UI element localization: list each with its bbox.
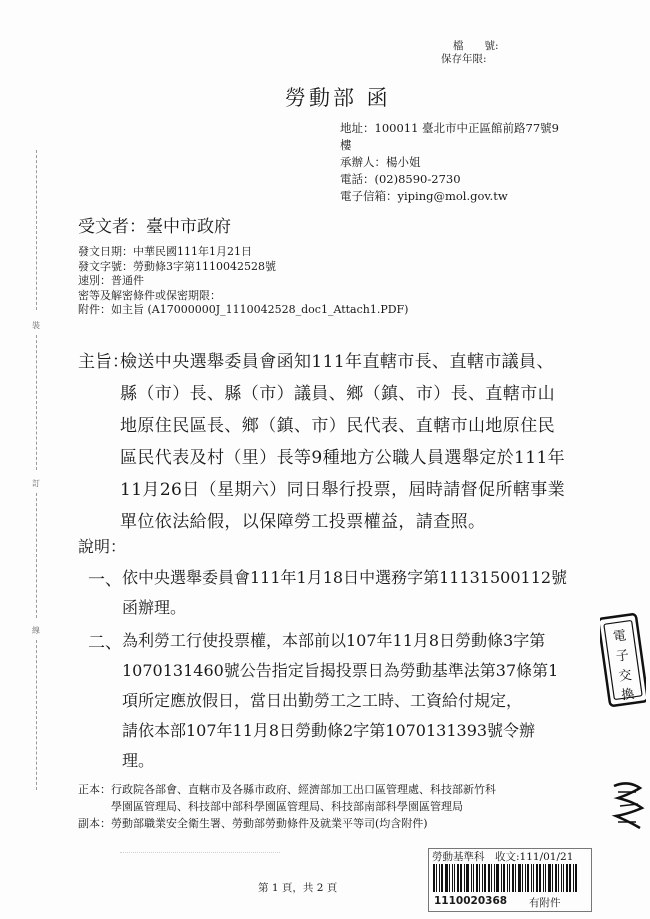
address-line: 地址：100011 臺北市中正區館前路77號9 [340, 121, 560, 135]
barcode-bar [484, 864, 486, 892]
attachment-flag: 有附件 [529, 897, 561, 909]
item-line: 為利勞工行使投票權，本部前以107年11月8日勞動條3字第 [122, 631, 546, 650]
binding-mark: 線 [32, 626, 40, 635]
barcode-bar [552, 864, 553, 892]
barcode-bar [471, 864, 472, 892]
barcode-bar [561, 864, 562, 892]
seal-char: 換 [620, 686, 636, 704]
subject-label: 主旨： [78, 352, 129, 372]
barcode-bar [515, 864, 516, 892]
barcode-bar [503, 864, 505, 892]
seal-char: 子 [615, 648, 631, 665]
barcode-bar [555, 864, 557, 892]
attachment-line: 附件：如主旨 (A17000000J_1110042528_doc1_Attach1.PDF) [78, 303, 409, 316]
meta-block [78, 245, 408, 318]
handler: 承辦人：楊小姐 [340, 155, 421, 169]
electronic-exchange-seal [600, 610, 646, 710]
barcode-number: 1110020368 [434, 895, 508, 907]
item-line: 依中央選舉委員會111年1月18日中選務字第11131500112號 [122, 568, 568, 587]
barcode-bar [494, 864, 495, 892]
barcode-bar [482, 864, 483, 892]
barcode-bar [476, 864, 478, 892]
barcode-bar [563, 864, 564, 892]
barcode-bar [496, 864, 499, 892]
barcode-bar [575, 864, 577, 892]
document-title: 勞動部 函 [285, 86, 391, 110]
subject-line: 區民代表及村（里）長等9種地方公職人員選舉定於111年 [120, 448, 566, 468]
subject-line: 11月26日（星期六）同日舉行投票，屆時請督促所轄事業 [120, 480, 566, 500]
barcode-bar [464, 864, 465, 892]
delivery-speed: 速別：普通件 [78, 274, 144, 287]
barcode-bar [449, 864, 450, 892]
scribble-stamp [610, 778, 646, 834]
main-copy-recipients-cont: 學園區管理局、科技部中部科學園區管理局、科技部南部科學園區管理局 [111, 800, 463, 813]
barcode-bar [501, 864, 502, 892]
barcode-bar [512, 864, 514, 892]
seal-char: 電 [612, 628, 628, 646]
barcode-bar [539, 864, 541, 892]
barcode-bar [473, 864, 474, 892]
barcode-bar [525, 864, 526, 892]
subject-line: 地原住民區長、鄉（鎮、市）民代表、直轄市山地原住民 [120, 416, 555, 436]
recipient: 受文者：臺中市政府 [78, 217, 231, 237]
barcode-bar [460, 864, 462, 892]
document-number: 發文字號：勞動條3字第1110042528號 [78, 259, 276, 273]
barcode-bar [543, 864, 544, 892]
binding-dashes [36, 150, 37, 310]
item-number: 二、 [88, 633, 122, 653]
barcode-bar [522, 864, 523, 892]
explanation-label: 說明： [78, 537, 127, 556]
item-line: 請依本部107年11月8日勞動條2字第1070131393號令辦 [122, 721, 536, 740]
barcode-bar [527, 864, 529, 892]
retention-period-label: 保存年限: [441, 53, 487, 65]
barcode-bar [548, 864, 551, 892]
subject-line: 縣（市）長、縣（市）議員、鄉（鎮、市）長、直轄市山 [120, 384, 555, 404]
phone: 電話：(02)8590-2730 [340, 172, 461, 186]
barcode-bar [479, 864, 480, 892]
copies-block [78, 781, 496, 832]
address-line-cont: 樓 [340, 138, 352, 152]
main-copy-label: 正本： [78, 783, 111, 796]
cc-label: 副本： [78, 817, 111, 830]
barcode [433, 864, 579, 892]
email: 電子信箱：yiping@mol.gov.tw [340, 189, 508, 203]
page-number: 第 1 頁，共 2 頁 [258, 882, 338, 894]
barcode-bar [507, 864, 508, 892]
barcode-bar [433, 864, 435, 892]
receipt-text: 勞動基準科 收文:111/01/21 [432, 851, 574, 863]
barcode-bar [436, 864, 437, 892]
binding-dashes [36, 640, 37, 790]
file-number-label: 檔 號: [453, 40, 499, 52]
faint-divider [120, 852, 280, 853]
barcode-bar [439, 864, 440, 892]
barcode-bar [545, 864, 546, 892]
barcode-bar [445, 864, 448, 892]
item-line: 函辦理。 [122, 598, 187, 617]
receipt-stamp [428, 848, 592, 912]
binding-mark: 裝 [32, 321, 40, 330]
barcode-bar [533, 864, 534, 892]
item-line: 理。 [122, 751, 155, 770]
issue-date: 發文日期：中華民國111年1月21日 [78, 245, 252, 258]
barcode-bar [531, 864, 532, 892]
binding-mark: 訂 [32, 479, 40, 488]
barcode-bar [441, 864, 443, 892]
subject-line: 單位依法給假，以保障勞工投票權益，請查照。 [120, 512, 486, 532]
barcode-bar [457, 864, 459, 892]
main-copy-recipients: 行政院各部會、直轄市及各縣市政府、經濟部加工出口區管理處、科技部新竹科 [111, 783, 496, 796]
barcode-bar [491, 864, 492, 892]
barcode-bar [573, 864, 574, 892]
security-level: 密等及解密條件或保密期限： [78, 288, 221, 302]
barcode-bar [466, 864, 469, 892]
cc-recipients: 勞動部職業安全衛生署、勞動部勞動條件及就業平等司(均含附件) [111, 817, 428, 830]
binding-dashes [36, 493, 37, 618]
contact-block [340, 120, 559, 205]
barcode-bar [452, 864, 453, 892]
barcode-bar [454, 864, 455, 892]
binding-dashes [36, 335, 37, 470]
item-line: 項所定應放假日，當日出勤勞工之工時、工資給付規定， [122, 691, 523, 710]
barcode-bar [488, 864, 490, 892]
barcode-bar [536, 864, 538, 892]
item-number: 一、 [88, 570, 122, 590]
barcode-bar [509, 864, 510, 892]
barcode-bar [558, 864, 559, 892]
item-line: 1070131460號公告指定旨揭投票日為勞動基準法第37條第1 [122, 661, 559, 680]
barcode-bar [566, 864, 568, 892]
subject-line: 檢送中央選舉委員會函知111年直轄市長、直轄市議員、 [120, 352, 554, 372]
barcode-bar [569, 864, 571, 892]
barcode-bar [518, 864, 521, 892]
seal-char: 交 [617, 668, 633, 685]
